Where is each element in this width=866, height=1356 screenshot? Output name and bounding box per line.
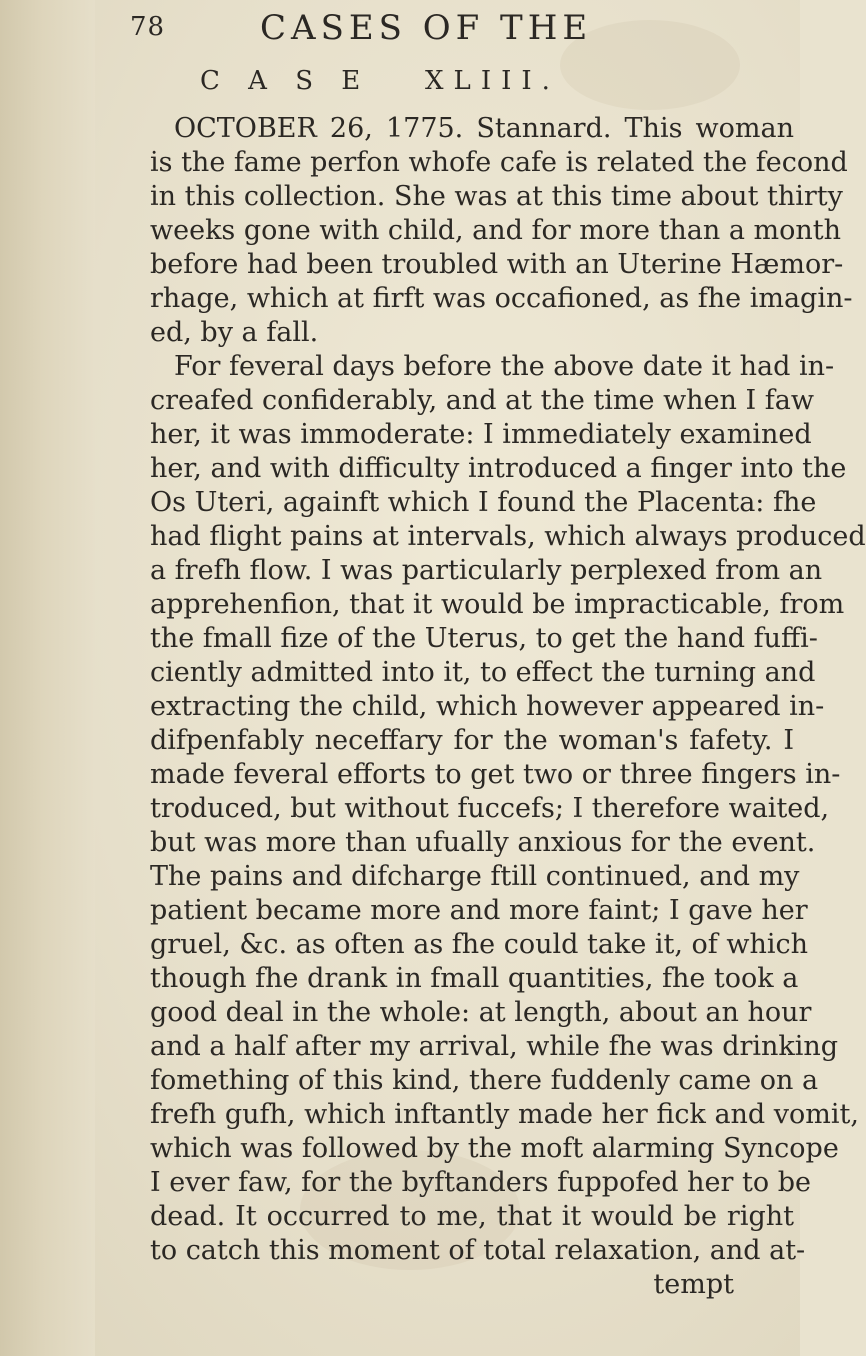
- text-line: the fmall fize of the Uterus, to get the hand fuffi-: [150, 623, 818, 654]
- text-line: her, it was immoderate: I immediately examined: [150, 419, 812, 450]
- running-head: CASES OF THE: [260, 8, 593, 48]
- text-line: gruel, &c. as often as fhe could take it, of which: [150, 929, 809, 960]
- page-number: 78: [130, 12, 166, 42]
- text-line: ciently admitted into it, to effect the turning and: [150, 657, 816, 688]
- text-line: to catch this moment of total relaxation, and at-: [150, 1235, 806, 1266]
- text-line: and a half after my arrival, while fhe was drinking: [150, 1031, 839, 1062]
- text-line: ed, by a fall.: [150, 317, 319, 348]
- text-line: which was followed by the moft alarming Syncope: [150, 1133, 839, 1164]
- text-line: weeks gone with child, and for more than a month: [150, 215, 842, 246]
- text-line: a frefh flow. I was particularly perplexed from an: [150, 555, 823, 586]
- text-line: her, and with difficulty introduced a finger into the: [150, 453, 847, 484]
- text-line: fomething of this kind, there fuddenly came on a: [150, 1065, 819, 1096]
- text-line: rhage, which at firft was occafioned, as fhe imagin-: [150, 283, 853, 314]
- text-line: in this collection. She was at this time about thirty: [150, 181, 843, 212]
- body-text: [150, 112, 866, 1302]
- text-line: good deal in the whole: at length, about an hour: [150, 997, 812, 1028]
- page-header: [130, 8, 750, 48]
- text-line: troduced, but without fuccefs; I therefore waited,: [150, 793, 830, 824]
- text-line: frefh gufh, which inftantly made her fick and vomit,: [150, 1099, 859, 1130]
- page-gutter-shadow: [0, 0, 95, 1356]
- text-line: dead. It occurred to me, that it would be right: [150, 1201, 794, 1232]
- text-line: OCTOBER 26, 1775. Stannard. This woman: [174, 113, 794, 144]
- text-line: patient became more and more faint; I gave her: [150, 895, 808, 926]
- text-line: difpenfably neceffary for the woman's fafety. I: [150, 725, 794, 756]
- text-line: had flight pains at intervals, which always produced: [150, 521, 866, 552]
- text-line: Os Uteri, againft which I found the Placenta: fhe: [150, 487, 817, 518]
- text-line: before had been troubled with an Uterine Hæmor-: [150, 249, 844, 280]
- catchword: tempt: [653, 1269, 734, 1300]
- text-line: made feveral efforts to get two or three fingers in-: [150, 759, 841, 790]
- case-heading: C A S E XLIII.: [200, 66, 560, 96]
- text-line: though fhe drank in fmall quantities, fhe took a: [150, 963, 799, 994]
- text-line: creafed confiderably, and at the time when I faw: [150, 385, 814, 416]
- text-line: extracting the child, which however appeared in-: [150, 691, 825, 722]
- text-line: For feveral days before the above date it had in-: [174, 351, 835, 382]
- text-line: The pains and difcharge ftill continued, and my: [150, 861, 800, 892]
- text-line: but was more than ufually anxious for the event.: [150, 827, 816, 858]
- text-line: is the fame perfon whofe cafe is related the fecond: [150, 147, 848, 178]
- text-line: apprehenfion, that it would be impracticable, from: [150, 589, 845, 620]
- text-line: I ever faw, for the byftanders fuppofed her to be: [150, 1167, 811, 1198]
